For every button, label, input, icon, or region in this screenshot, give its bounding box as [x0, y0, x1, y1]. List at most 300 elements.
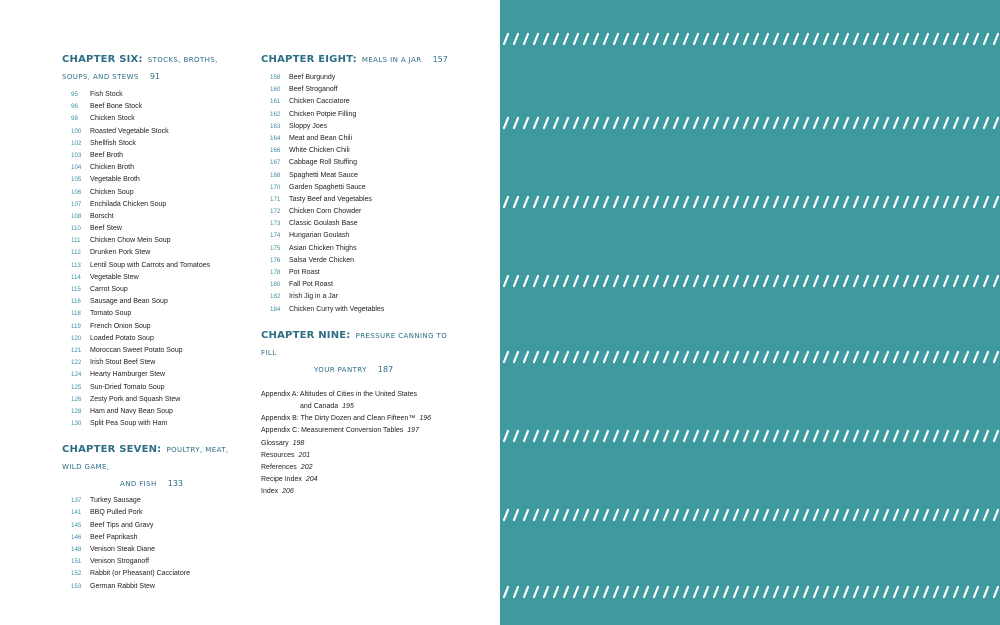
stripe-dash — [604, 118, 608, 128]
back-matter-title: Index — [261, 488, 279, 496]
stripe-dash — [934, 34, 938, 44]
stripe-dash — [714, 510, 718, 520]
toc-entry-page: 104 — [71, 164, 82, 172]
stripe-dash — [684, 352, 688, 362]
toc-entry-page: 114 — [71, 273, 81, 281]
toc-entry — [62, 174, 242, 186]
back-matter-page: 204 — [305, 476, 318, 484]
stripe-dash — [664, 431, 668, 441]
toc-entry — [62, 532, 242, 544]
stripe-dash — [874, 118, 878, 128]
stripe-dash — [984, 352, 988, 362]
stripe-dash — [974, 587, 978, 597]
stripe-dash — [534, 118, 538, 128]
toc-entry-title: Loaded Potato Soup — [90, 334, 154, 342]
stripe-dash — [954, 431, 958, 441]
stripe-dash — [844, 34, 848, 44]
toc-entry-page: 175 — [270, 244, 281, 252]
toc-entry — [261, 255, 461, 267]
stripe-dash — [824, 431, 828, 441]
stripe-dash — [724, 587, 728, 597]
stripe-dash — [544, 352, 548, 362]
stripe-dash — [904, 276, 908, 286]
stripe-dash — [504, 276, 508, 286]
toc-entry-page: 111 — [71, 237, 81, 245]
stripe-dash — [714, 587, 718, 597]
stripe-dash — [644, 197, 648, 207]
stripe-dash — [564, 197, 568, 207]
stripe-dash — [834, 118, 838, 128]
stripe-dash — [704, 276, 708, 286]
stripe-dash — [574, 431, 578, 441]
stripe-dash — [824, 510, 828, 520]
stripe-dash — [694, 197, 698, 207]
stripe-dash — [864, 352, 868, 362]
stripe-dash — [734, 276, 738, 286]
toc-entry-title: Sun-Dried Tomato Soup — [90, 383, 165, 391]
stripe-dash — [814, 587, 818, 597]
toc-entry-page: 146 — [71, 533, 82, 541]
stripe-dash — [514, 352, 518, 362]
stripe-dash — [674, 197, 678, 207]
stripe-dash — [524, 431, 528, 441]
stripe-dash — [864, 587, 868, 597]
toc-entry-title: Venison Stroganoff — [90, 558, 150, 566]
stripe-dash — [754, 431, 758, 441]
stripe-dash — [844, 431, 848, 441]
stripe-dash — [944, 431, 948, 441]
toc-entry — [261, 170, 461, 182]
stripe-dash — [784, 352, 788, 362]
stripe-dash — [894, 34, 898, 44]
stripe-dash — [834, 510, 838, 520]
stripe-dash — [944, 587, 948, 597]
stripe-dash — [904, 34, 908, 44]
stripe-dash — [554, 118, 558, 128]
stripe-dash — [524, 34, 528, 44]
toc-entry-title: Enchilada Chicken Soup — [90, 200, 167, 208]
stripe-dash — [894, 197, 898, 207]
stripe-dash — [614, 587, 618, 597]
stripe-dash — [744, 118, 748, 128]
stripe-dash — [754, 118, 758, 128]
stripe-dash — [934, 276, 938, 286]
stripe-dash — [994, 276, 998, 286]
stripe-dash — [754, 197, 758, 207]
stripe-dash — [964, 34, 968, 44]
stripe-dash — [974, 197, 978, 207]
toc-entry — [62, 162, 242, 174]
stripe-dash — [944, 118, 948, 128]
stripe-dash — [734, 197, 738, 207]
toc-entry-page: 115 — [71, 286, 81, 293]
stripe-dash — [904, 431, 908, 441]
stripe-dash — [884, 197, 888, 207]
toc-entry-title: White Chicken Chili — [289, 147, 350, 155]
stripe-dash — [554, 34, 558, 44]
stripe-dash — [974, 118, 978, 128]
toc-entry-title: Drunken Pork Stew — [90, 249, 151, 257]
stripe-dash — [854, 276, 858, 286]
toc-entry — [62, 345, 242, 357]
stripe-dash — [584, 352, 588, 362]
stripe-dash — [924, 431, 928, 441]
chapter-eight-page: 157 — [432, 55, 448, 64]
toc-entry-page: 166 — [270, 147, 281, 155]
toc-entry — [261, 243, 461, 255]
stripe-dash — [874, 352, 878, 362]
stripe-dash — [774, 276, 778, 286]
stripe-dash — [594, 118, 598, 128]
stripe-dash — [744, 34, 748, 44]
stripe-dash — [874, 197, 878, 207]
stripe-dash — [564, 510, 568, 520]
stripe-dash — [974, 431, 978, 441]
stripe-dash — [584, 587, 588, 597]
stripe-dash — [604, 510, 608, 520]
toc-column-left — [62, 50, 242, 593]
stripe-dash — [764, 352, 768, 362]
stripe-dash — [744, 352, 748, 362]
stripe-dash — [894, 352, 898, 362]
back-matter-page: 202 — [300, 463, 313, 471]
stripe-dash — [704, 587, 708, 597]
stripe-dash — [874, 431, 878, 441]
stripe-dash — [954, 197, 958, 207]
stripe-dash — [674, 276, 678, 286]
chapter-seven-heading — [62, 440, 242, 491]
toc-entry-title: Zesty Pork and Squash Stew — [90, 395, 181, 403]
stripe-dash — [884, 276, 888, 286]
stripe-dash — [804, 118, 808, 128]
stripe-dash — [584, 276, 588, 286]
stripe-dash — [604, 34, 608, 44]
toc-entry — [261, 121, 461, 133]
stripe-dash — [524, 510, 528, 520]
toc-entry-page: 163 — [270, 122, 281, 130]
stripe-dash — [854, 197, 858, 207]
stripe-dash — [504, 34, 508, 44]
stripe-dash — [984, 197, 988, 207]
stripe-dash — [504, 118, 508, 128]
stripe-dash — [964, 431, 968, 441]
toc-entry-title: Hearty Hamburger Stew — [90, 371, 166, 379]
stripe-dash — [834, 34, 838, 44]
toc-entry-page: 126 — [71, 395, 82, 403]
stripe-dash — [614, 34, 618, 44]
toc-entry-title: Classic Goulash Base — [289, 220, 358, 228]
stripe-dash — [534, 197, 538, 207]
stripe-dash — [964, 510, 968, 520]
chapter-nine-subtitle: PRESSURE CANNING TO FILL — [261, 331, 448, 357]
stripe-dash — [504, 352, 508, 362]
back-matter-title: Recipe Index — [261, 476, 302, 484]
toc-entry-page: 98 — [71, 115, 78, 123]
stripe-dash — [754, 510, 758, 520]
stripe-dash — [834, 197, 838, 207]
toc-entry-title: Spaghetti Meat Sauce — [289, 171, 358, 179]
stripe-dash — [594, 34, 598, 44]
stripe-dash — [704, 34, 708, 44]
toc-entry-page: 153 — [71, 582, 82, 590]
stripe-dash — [984, 431, 988, 441]
stripe-dash — [784, 587, 788, 597]
toc-entry — [261, 230, 461, 242]
stripe-dash — [764, 510, 768, 520]
toc-entry-page: 124 — [71, 371, 82, 379]
stripe-dash — [544, 118, 548, 128]
stripe-dash — [694, 352, 698, 362]
stripe-dash — [834, 587, 838, 597]
stripe-dash — [584, 431, 588, 441]
back-matter-entry — [261, 450, 461, 462]
stripe-dash — [664, 510, 668, 520]
stripe-dash — [914, 587, 918, 597]
stripe-dash — [664, 34, 668, 44]
stripe-dash — [974, 510, 978, 520]
toc-entry-title: Beef Paprikash — [90, 533, 138, 541]
stripe-dash — [804, 510, 808, 520]
stripe-dash — [874, 34, 878, 44]
stripe-dash — [904, 510, 908, 520]
stripe-dash — [854, 34, 858, 44]
stripe-dash — [624, 34, 628, 44]
toc-entry-page: 176 — [270, 256, 281, 264]
stripe-dash — [934, 352, 938, 362]
toc-entry-page: 116 — [71, 298, 81, 306]
toc-entry — [62, 260, 242, 272]
toc-entry-title: Sloppy Joes — [289, 122, 328, 130]
toc-entry-page: 96 — [71, 103, 78, 111]
stripe-dash — [904, 118, 908, 128]
toc-entry-title: Chicken Cacciatore — [289, 98, 350, 106]
stripe-dash — [574, 276, 578, 286]
stripe-dash — [594, 352, 598, 362]
toc-entry-page: 121 — [71, 346, 82, 354]
stripe-dash — [914, 510, 918, 520]
stripe-dash — [624, 587, 628, 597]
stripe-dash — [784, 276, 788, 286]
stripe-dash — [764, 431, 768, 441]
stripe-dash — [594, 431, 598, 441]
stripe-dash — [624, 197, 628, 207]
stripe-dash — [694, 118, 698, 128]
stripe-dash — [924, 276, 928, 286]
toc-entry — [62, 394, 242, 406]
back-matter-title: Appendix C: Measurement Conversion Tables — [261, 427, 404, 435]
toc-entry-title: Shellfish Stock — [90, 139, 136, 147]
stripe-dash — [704, 118, 708, 128]
stripe-dash — [634, 118, 638, 128]
chapter-six-name: CHAPTER SIX: — [62, 54, 143, 65]
stripe-dash — [634, 431, 638, 441]
stripe-dash — [544, 587, 548, 597]
stripe-dash — [864, 118, 868, 128]
stripe-dash — [634, 587, 638, 597]
stripe-dash — [554, 587, 558, 597]
stripe-dash — [964, 197, 968, 207]
stripe-dash — [744, 510, 748, 520]
stripe-dash — [894, 276, 898, 286]
stripe-dash — [994, 34, 998, 44]
toc-entry — [261, 145, 461, 157]
toc-entry — [261, 218, 461, 230]
stripe-dash — [794, 276, 798, 286]
stripe-dash — [924, 352, 928, 362]
toc-entry — [62, 211, 242, 223]
stripe-dash — [944, 352, 948, 362]
toc-column-right — [261, 50, 461, 499]
stripe-dash — [514, 587, 518, 597]
toc-entry-title: Vegetable Broth — [90, 176, 140, 184]
decorative-teal-page — [500, 0, 1000, 625]
stripe-dash — [714, 276, 718, 286]
stripe-dash — [644, 510, 648, 520]
toc-entry — [261, 304, 461, 316]
toc-entry — [62, 89, 242, 101]
back-matter-page: 201 — [298, 451, 311, 459]
stripe-dash — [794, 587, 798, 597]
toc-entry-title: Chicken Corn Chowder — [289, 208, 362, 216]
stripe-dash — [834, 352, 838, 362]
stripe-dash — [524, 276, 528, 286]
stripe-dash — [544, 510, 548, 520]
toc-entry-title: Chicken Potpie Filling — [289, 110, 357, 118]
chapter-six-heading — [62, 50, 242, 84]
toc-entry-page: 103 — [71, 151, 82, 159]
stripe-dash — [744, 197, 748, 207]
stripe-dash — [644, 431, 648, 441]
stripe-dash — [644, 34, 648, 44]
stripe-dash — [844, 118, 848, 128]
toc-entry-title: Chicken Curry with Vegetables — [289, 305, 385, 313]
toc-entry-title: Sausage and Bean Soup — [90, 298, 168, 306]
stripe-dash — [744, 587, 748, 597]
stripe-dash — [684, 197, 688, 207]
toc-entry-title: Borscht — [90, 212, 114, 220]
stripe-dash — [724, 118, 728, 128]
stripe-dash — [774, 197, 778, 207]
back-matter-title: References — [261, 463, 297, 471]
back-matter-page: 195 — [342, 402, 354, 410]
stripe-dash — [944, 34, 948, 44]
stripe-dash — [604, 276, 608, 286]
stripe-dash — [814, 352, 818, 362]
toc-entry-page: 152 — [71, 570, 82, 578]
stripe-dash — [634, 197, 638, 207]
stripe-dash — [574, 352, 578, 362]
toc-entry-title: Lentil Soup with Carrots and Tomatoes — [90, 261, 211, 269]
stripe-dash — [904, 587, 908, 597]
stripe-dash — [734, 118, 738, 128]
toc-entry-title: Beef Burgundy — [289, 74, 336, 81]
stripe-dash — [514, 431, 518, 441]
back-matter-title: Resources — [261, 451, 295, 459]
toc-entry-title: Beef Stroganoff — [289, 86, 338, 94]
stripe-dash — [534, 431, 538, 441]
back-matter-entry — [261, 413, 461, 425]
toc-entry-page: 178 — [270, 269, 281, 276]
stripe-dash — [814, 276, 818, 286]
stripe-dash — [524, 587, 528, 597]
toc-entry-page: 160 — [270, 86, 281, 94]
stripe-dash — [634, 510, 638, 520]
stripe-dash — [674, 118, 678, 128]
toc-entry-title: Garden Spaghetti Sauce — [289, 183, 366, 191]
stripe-dash — [984, 510, 988, 520]
stripe-dash — [604, 587, 608, 597]
stripe-dash — [624, 431, 628, 441]
back-matter-entry — [261, 462, 461, 474]
back-matter-title-line2: and Canada — [300, 402, 339, 410]
toc-entry-title: Moroccan Sweet Potato Soup — [90, 346, 183, 354]
toc-entry-title: Turkey Sausage — [90, 497, 141, 505]
stripe-dash — [924, 118, 928, 128]
stripe-dash — [514, 510, 518, 520]
toc-entry-title: Split Pea Soup with Ham — [90, 420, 168, 428]
toc-entry — [261, 157, 461, 169]
stripe-dash — [564, 352, 568, 362]
toc-entry-title: Chicken Soup — [90, 188, 134, 196]
toc-entry-title: German Rabbit Stew — [90, 582, 155, 590]
stripe-dash — [814, 118, 818, 128]
stripe-dash — [534, 510, 538, 520]
stripe-dash — [564, 34, 568, 44]
toc-entry-page: 95 — [71, 91, 78, 98]
stripe-dash — [664, 197, 668, 207]
toc-entry-page: 174 — [270, 232, 281, 240]
stripe-dash — [504, 197, 508, 207]
stripe-dash — [684, 431, 688, 441]
stripe-dash — [504, 510, 508, 520]
stripe-dash — [554, 197, 558, 207]
toc-entry-page: 184 — [270, 305, 281, 313]
stripe-dash — [604, 431, 608, 441]
chapter-seven-recipe-list — [62, 495, 242, 593]
toc-entry — [261, 279, 461, 291]
toc-entry-page: 137 — [71, 497, 82, 505]
stripe-dash — [664, 118, 668, 128]
stripe-dash — [914, 197, 918, 207]
stripe-dash — [544, 34, 548, 44]
stripe-dash — [664, 352, 668, 362]
toc-entry-title: Beef Stew — [90, 225, 122, 233]
stripe-dash — [714, 197, 718, 207]
stripe-dash — [874, 587, 878, 597]
stripe-dash — [694, 276, 698, 286]
stripe-dash — [674, 34, 678, 44]
stripe-dash — [794, 510, 798, 520]
toc-entry-page: 148 — [71, 546, 82, 553]
chapter-six-page: 91 — [149, 72, 161, 81]
stripe-dash — [604, 352, 608, 362]
stripe-dash — [614, 510, 618, 520]
stripe-dash — [684, 510, 688, 520]
stripe-dash — [564, 587, 568, 597]
stripe-dash — [884, 352, 888, 362]
stripe-dash — [704, 431, 708, 441]
toc-entry-page: 100 — [71, 127, 82, 135]
toc-entry — [62, 507, 242, 519]
toc-entry — [261, 182, 461, 194]
toc-entry — [261, 291, 461, 303]
stripe-dash — [724, 276, 728, 286]
toc-entry-title: Rabbit (or Pheasant) Cacciatore — [90, 570, 190, 578]
toc-entry-page: 167 — [270, 159, 281, 167]
stripe-dash — [764, 276, 768, 286]
stripe-dash — [624, 276, 628, 286]
toc-entry-page: 141 — [71, 509, 82, 517]
